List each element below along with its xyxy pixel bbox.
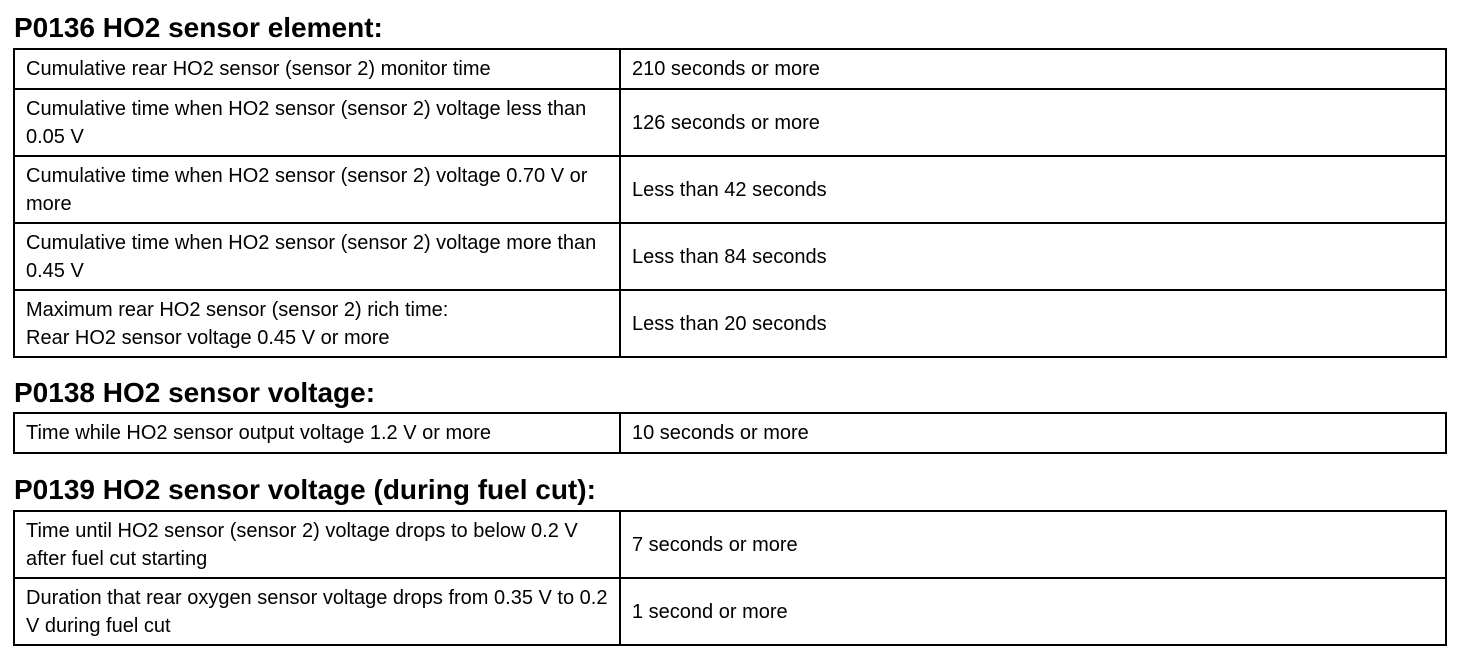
value-cell: Less than 42 seconds (620, 156, 1446, 223)
value-cell: 210 seconds or more (620, 49, 1446, 89)
condition-cell: Duration that rear oxygen sensor voltage drops from 0.35 V to 0.2 V during fuel cut (14, 578, 620, 645)
condition-cell: Cumulative time when HO2 sensor (sensor 2) voltage more than 0.45 V (14, 223, 620, 290)
spec-table-p0139 (13, 510, 1447, 646)
condition-cell: Time until HO2 sensor (sensor 2) voltage drops to below 0.2 V after fuel cut starting (14, 511, 620, 578)
value-cell: 126 seconds or more (620, 89, 1446, 156)
value-cell: 1 second or more (620, 578, 1446, 645)
section-title-p0138: P0138 HO2 sensor voltage: (14, 377, 376, 408)
condition-cell (14, 290, 620, 357)
section-title-p0136: P0136 HO2 sensor element: (14, 12, 383, 43)
condition-line: Rear HO2 sensor voltage 0.45 V or more (26, 326, 390, 349)
spec-table-p0138 (13, 412, 1447, 454)
table-row (14, 89, 1446, 156)
spec-table-p0136 (13, 48, 1447, 358)
condition-cell: Cumulative time when HO2 sensor (sensor 2) voltage 0.70 V or more (14, 156, 620, 223)
value-cell: Less than 20 seconds (620, 290, 1446, 357)
table-row (14, 223, 1446, 290)
table-row (14, 578, 1446, 645)
section-title-p0139: P0139 HO2 sensor voltage (during fuel cut): (14, 474, 596, 505)
table-row (14, 290, 1446, 357)
value-cell: Less than 84 seconds (620, 223, 1446, 290)
table-row (14, 511, 1446, 578)
value-cell: 7 seconds or more (620, 511, 1446, 578)
condition-cell: Time while HO2 sensor output voltage 1.2 V or more (14, 413, 620, 453)
table-row (14, 156, 1446, 223)
condition-cell: Cumulative time when HO2 sensor (sensor 2) voltage less than 0.05 V (14, 89, 620, 156)
condition-line: Maximum rear HO2 sensor (sensor 2) rich time: (26, 298, 449, 321)
table-row (14, 49, 1446, 89)
condition-cell: Cumulative rear HO2 sensor (sensor 2) monitor time (14, 49, 620, 89)
table-row (14, 413, 1446, 453)
value-cell: 10 seconds or more (620, 413, 1446, 453)
